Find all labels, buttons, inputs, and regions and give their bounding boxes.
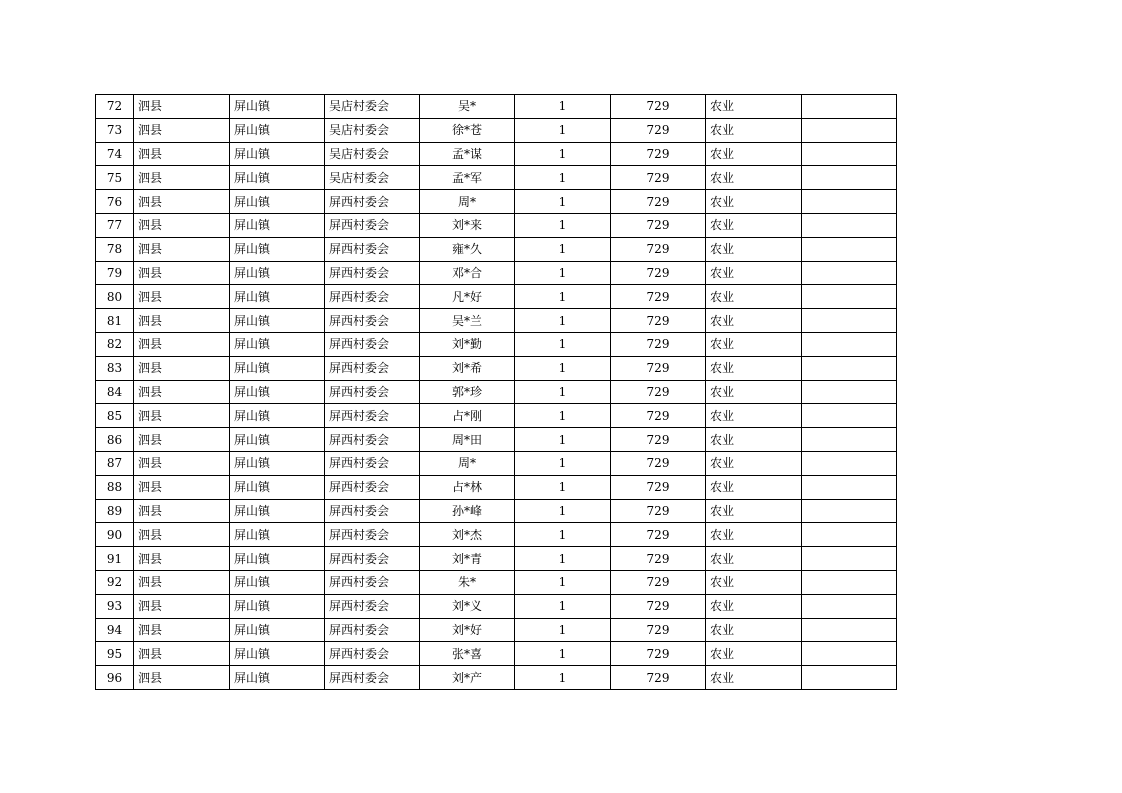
table-row — [96, 642, 897, 666]
count-cell: 1 — [515, 190, 611, 214]
count-cell: 1 — [515, 166, 611, 190]
industry-cell: 农业 — [706, 261, 802, 285]
town-cell: 屏山镇 — [230, 380, 325, 404]
village-cell: 屏西村委会 — [325, 428, 420, 452]
town-cell: 屏山镇 — [230, 95, 325, 119]
industry-cell: 农业 — [706, 404, 802, 428]
town-cell: 屏山镇 — [230, 428, 325, 452]
county-cell: 泗县 — [134, 261, 230, 285]
count-cell: 1 — [515, 451, 611, 475]
county-cell: 泗县 — [134, 213, 230, 237]
row-number-cell: 79 — [96, 261, 134, 285]
village-cell: 屏西村委会 — [325, 190, 420, 214]
county-cell: 泗县 — [134, 451, 230, 475]
remark-cell — [802, 285, 897, 309]
row-number-cell: 95 — [96, 642, 134, 666]
remark-cell — [802, 166, 897, 190]
person-name-cell: 刘*义 — [420, 594, 515, 618]
county-cell: 泗县 — [134, 642, 230, 666]
count-cell: 1 — [515, 95, 611, 119]
amount-cell: 729 — [611, 309, 706, 333]
industry-cell: 农业 — [706, 642, 802, 666]
person-name-cell: 孟*军 — [420, 166, 515, 190]
table-row — [96, 142, 897, 166]
amount-cell: 729 — [611, 190, 706, 214]
industry-cell: 农业 — [706, 285, 802, 309]
person-name-cell: 周* — [420, 451, 515, 475]
amount-cell: 729 — [611, 118, 706, 142]
town-cell: 屏山镇 — [230, 261, 325, 285]
industry-cell: 农业 — [706, 618, 802, 642]
row-number-cell: 78 — [96, 237, 134, 261]
village-cell: 屏西村委会 — [325, 666, 420, 690]
person-name-cell: 雍*久 — [420, 237, 515, 261]
person-name-cell: 周*田 — [420, 428, 515, 452]
amount-cell: 729 — [611, 237, 706, 261]
town-cell: 屏山镇 — [230, 118, 325, 142]
table-row — [96, 499, 897, 523]
county-cell: 泗县 — [134, 523, 230, 547]
industry-cell: 农业 — [706, 190, 802, 214]
village-cell: 吴店村委会 — [325, 166, 420, 190]
row-number-cell: 94 — [96, 618, 134, 642]
table-row — [96, 475, 897, 499]
table-row — [96, 380, 897, 404]
count-cell: 1 — [515, 594, 611, 618]
town-cell: 屏山镇 — [230, 356, 325, 380]
amount-cell: 729 — [611, 499, 706, 523]
town-cell: 屏山镇 — [230, 166, 325, 190]
town-cell: 屏山镇 — [230, 332, 325, 356]
person-name-cell: 邓*合 — [420, 261, 515, 285]
person-name-cell: 吴* — [420, 95, 515, 119]
person-name-cell: 朱* — [420, 570, 515, 594]
industry-cell: 农业 — [706, 166, 802, 190]
county-cell: 泗县 — [134, 499, 230, 523]
amount-cell: 729 — [611, 451, 706, 475]
table-row — [96, 285, 897, 309]
village-cell: 吴店村委会 — [325, 142, 420, 166]
row-number-cell: 87 — [96, 451, 134, 475]
amount-cell: 729 — [611, 642, 706, 666]
table-row — [96, 95, 897, 119]
remark-cell — [802, 547, 897, 571]
count-cell: 1 — [515, 642, 611, 666]
industry-cell: 农业 — [706, 142, 802, 166]
amount-cell: 729 — [611, 332, 706, 356]
row-number-cell: 83 — [96, 356, 134, 380]
village-cell: 屏西村委会 — [325, 523, 420, 547]
county-cell: 泗县 — [134, 547, 230, 571]
town-cell: 屏山镇 — [230, 594, 325, 618]
industry-cell: 农业 — [706, 475, 802, 499]
person-name-cell: 孙*峰 — [420, 499, 515, 523]
table-row — [96, 404, 897, 428]
industry-cell: 农业 — [706, 309, 802, 333]
row-number-cell: 74 — [96, 142, 134, 166]
row-number-cell: 73 — [96, 118, 134, 142]
amount-cell: 729 — [611, 618, 706, 642]
row-number-cell: 82 — [96, 332, 134, 356]
amount-cell: 729 — [611, 356, 706, 380]
count-cell: 1 — [515, 356, 611, 380]
roster-table — [95, 94, 897, 690]
town-cell: 屏山镇 — [230, 547, 325, 571]
village-cell: 屏西村委会 — [325, 547, 420, 571]
town-cell: 屏山镇 — [230, 213, 325, 237]
county-cell: 泗县 — [134, 594, 230, 618]
row-number-cell: 89 — [96, 499, 134, 523]
remark-cell — [802, 213, 897, 237]
county-cell: 泗县 — [134, 309, 230, 333]
amount-cell: 729 — [611, 261, 706, 285]
village-cell: 屏西村委会 — [325, 237, 420, 261]
town-cell: 屏山镇 — [230, 237, 325, 261]
person-name-cell: 刘*产 — [420, 666, 515, 690]
village-cell: 屏西村委会 — [325, 356, 420, 380]
person-name-cell: 占*刚 — [420, 404, 515, 428]
industry-cell: 农业 — [706, 95, 802, 119]
amount-cell: 729 — [611, 166, 706, 190]
remark-cell — [802, 142, 897, 166]
count-cell: 1 — [515, 428, 611, 452]
county-cell: 泗县 — [134, 237, 230, 261]
county-cell: 泗县 — [134, 142, 230, 166]
count-cell: 1 — [515, 309, 611, 333]
count-cell: 1 — [515, 142, 611, 166]
count-cell: 1 — [515, 285, 611, 309]
table-row — [96, 309, 897, 333]
table-row — [96, 570, 897, 594]
person-name-cell: 凡*好 — [420, 285, 515, 309]
remark-cell — [802, 95, 897, 119]
count-cell: 1 — [515, 213, 611, 237]
remark-cell — [802, 118, 897, 142]
row-number-cell: 84 — [96, 380, 134, 404]
row-number-cell: 93 — [96, 594, 134, 618]
row-number-cell: 88 — [96, 475, 134, 499]
table-row — [96, 547, 897, 571]
remark-cell — [802, 332, 897, 356]
industry-cell: 农业 — [706, 594, 802, 618]
person-name-cell: 郭*珍 — [420, 380, 515, 404]
row-number-cell: 96 — [96, 666, 134, 690]
row-number-cell: 77 — [96, 213, 134, 237]
amount-cell: 729 — [611, 95, 706, 119]
table-row — [96, 332, 897, 356]
table-row — [96, 451, 897, 475]
county-cell: 泗县 — [134, 428, 230, 452]
row-number-cell: 92 — [96, 570, 134, 594]
amount-cell: 729 — [611, 475, 706, 499]
row-number-cell: 81 — [96, 309, 134, 333]
village-cell: 屏西村委会 — [325, 499, 420, 523]
row-number-cell: 90 — [96, 523, 134, 547]
person-name-cell: 刘*好 — [420, 618, 515, 642]
town-cell: 屏山镇 — [230, 142, 325, 166]
village-cell: 屏西村委会 — [325, 332, 420, 356]
amount-cell: 729 — [611, 570, 706, 594]
count-cell: 1 — [515, 547, 611, 571]
count-cell: 1 — [515, 332, 611, 356]
village-cell: 屏西村委会 — [325, 213, 420, 237]
remark-cell — [802, 261, 897, 285]
remark-cell — [802, 475, 897, 499]
industry-cell: 农业 — [706, 451, 802, 475]
count-cell: 1 — [515, 475, 611, 499]
county-cell: 泗县 — [134, 666, 230, 690]
industry-cell: 农业 — [706, 237, 802, 261]
count-cell: 1 — [515, 523, 611, 547]
person-name-cell: 徐*苍 — [420, 118, 515, 142]
amount-cell: 729 — [611, 594, 706, 618]
count-cell: 1 — [515, 499, 611, 523]
row-number-cell: 80 — [96, 285, 134, 309]
table-row — [96, 356, 897, 380]
table-row — [96, 190, 897, 214]
count-cell: 1 — [515, 261, 611, 285]
count-cell: 1 — [515, 570, 611, 594]
industry-cell: 农业 — [706, 428, 802, 452]
village-cell: 屏西村委会 — [325, 261, 420, 285]
count-cell: 1 — [515, 380, 611, 404]
count-cell: 1 — [515, 666, 611, 690]
town-cell: 屏山镇 — [230, 404, 325, 428]
row-number-cell: 86 — [96, 428, 134, 452]
table-row — [96, 618, 897, 642]
remark-cell — [802, 356, 897, 380]
person-name-cell: 刘*勤 — [420, 332, 515, 356]
person-name-cell: 占*林 — [420, 475, 515, 499]
county-cell: 泗县 — [134, 332, 230, 356]
town-cell: 屏山镇 — [230, 475, 325, 499]
amount-cell: 729 — [611, 285, 706, 309]
amount-cell: 729 — [611, 428, 706, 452]
industry-cell: 农业 — [706, 666, 802, 690]
amount-cell: 729 — [611, 547, 706, 571]
person-name-cell: 周* — [420, 190, 515, 214]
row-number-cell: 72 — [96, 95, 134, 119]
village-cell: 屏西村委会 — [325, 285, 420, 309]
industry-cell: 农业 — [706, 118, 802, 142]
count-cell: 1 — [515, 404, 611, 428]
table-row — [96, 428, 897, 452]
industry-cell: 农业 — [706, 570, 802, 594]
village-cell: 屏西村委会 — [325, 618, 420, 642]
table-row — [96, 166, 897, 190]
amount-cell: 729 — [611, 380, 706, 404]
town-cell: 屏山镇 — [230, 666, 325, 690]
village-cell: 屏西村委会 — [325, 475, 420, 499]
person-name-cell: 孟*谋 — [420, 142, 515, 166]
remark-cell — [802, 428, 897, 452]
county-cell: 泗县 — [134, 285, 230, 309]
person-name-cell: 刘*青 — [420, 547, 515, 571]
village-cell: 屏西村委会 — [325, 451, 420, 475]
amount-cell: 729 — [611, 523, 706, 547]
industry-cell: 农业 — [706, 213, 802, 237]
county-cell: 泗县 — [134, 166, 230, 190]
town-cell: 屏山镇 — [230, 642, 325, 666]
village-cell: 吴店村委会 — [325, 118, 420, 142]
town-cell: 屏山镇 — [230, 570, 325, 594]
county-cell: 泗县 — [134, 570, 230, 594]
village-cell: 屏西村委会 — [325, 570, 420, 594]
industry-cell: 农业 — [706, 380, 802, 404]
county-cell: 泗县 — [134, 356, 230, 380]
remark-cell — [802, 404, 897, 428]
village-cell: 屏西村委会 — [325, 380, 420, 404]
table-row — [96, 594, 897, 618]
person-name-cell: 刘*杰 — [420, 523, 515, 547]
person-name-cell: 刘*来 — [420, 213, 515, 237]
row-number-cell: 85 — [96, 404, 134, 428]
count-cell: 1 — [515, 618, 611, 642]
remark-cell — [802, 451, 897, 475]
count-cell: 1 — [515, 118, 611, 142]
row-number-cell: 76 — [96, 190, 134, 214]
remark-cell — [802, 570, 897, 594]
town-cell: 屏山镇 — [230, 451, 325, 475]
industry-cell: 农业 — [706, 547, 802, 571]
county-cell: 泗县 — [134, 475, 230, 499]
person-name-cell: 刘*希 — [420, 356, 515, 380]
person-name-cell: 张*喜 — [420, 642, 515, 666]
remark-cell — [802, 666, 897, 690]
village-cell: 屏西村委会 — [325, 594, 420, 618]
industry-cell: 农业 — [706, 332, 802, 356]
remark-cell — [802, 594, 897, 618]
village-cell: 吴店村委会 — [325, 95, 420, 119]
remark-cell — [802, 642, 897, 666]
amount-cell: 729 — [611, 404, 706, 428]
remark-cell — [802, 237, 897, 261]
table-row — [96, 523, 897, 547]
row-number-cell: 75 — [96, 166, 134, 190]
town-cell: 屏山镇 — [230, 190, 325, 214]
table-row — [96, 666, 897, 690]
county-cell: 泗县 — [134, 190, 230, 214]
table-row — [96, 213, 897, 237]
county-cell: 泗县 — [134, 404, 230, 428]
row-number-cell: 91 — [96, 547, 134, 571]
town-cell: 屏山镇 — [230, 618, 325, 642]
table-row — [96, 118, 897, 142]
village-cell: 屏西村委会 — [325, 309, 420, 333]
person-name-cell: 吴*兰 — [420, 309, 515, 333]
village-cell: 屏西村委会 — [325, 404, 420, 428]
table-body — [96, 95, 897, 690]
remark-cell — [802, 618, 897, 642]
amount-cell: 729 — [611, 666, 706, 690]
town-cell: 屏山镇 — [230, 309, 325, 333]
industry-cell: 农业 — [706, 523, 802, 547]
village-cell: 屏西村委会 — [325, 642, 420, 666]
remark-cell — [802, 523, 897, 547]
table-row — [96, 237, 897, 261]
county-cell: 泗县 — [134, 618, 230, 642]
town-cell: 屏山镇 — [230, 285, 325, 309]
remark-cell — [802, 190, 897, 214]
town-cell: 屏山镇 — [230, 523, 325, 547]
amount-cell: 729 — [611, 213, 706, 237]
county-cell: 泗县 — [134, 380, 230, 404]
count-cell: 1 — [515, 237, 611, 261]
town-cell: 屏山镇 — [230, 499, 325, 523]
county-cell: 泗县 — [134, 118, 230, 142]
remark-cell — [802, 309, 897, 333]
remark-cell — [802, 380, 897, 404]
remark-cell — [802, 499, 897, 523]
industry-cell: 农业 — [706, 499, 802, 523]
county-cell: 泗县 — [134, 95, 230, 119]
industry-cell: 农业 — [706, 356, 802, 380]
amount-cell: 729 — [611, 142, 706, 166]
table-row — [96, 261, 897, 285]
